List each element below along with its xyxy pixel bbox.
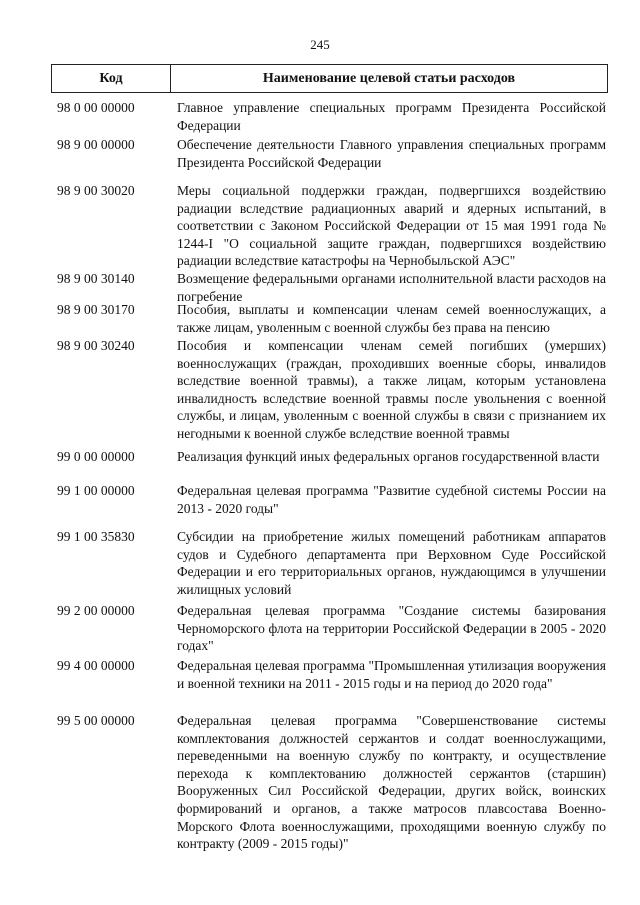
row-name: Федеральная целевая программа "Создание системы базирования Черноморского флота на территории Российской Федерации в 2005 - 2020 годах" bbox=[177, 603, 606, 654]
row-name: Субсидии на приобретение жилых помещений работникам аппаратов судов и Судебного департамента при Верховном Суде Российской Федерации и его территориальных органов, нуждающимся в улучшении жилищных условий bbox=[177, 529, 606, 597]
header-name: Наименование целевой статьи расходов bbox=[262, 71, 516, 86]
row-code: 98 9 00 30140 bbox=[57, 271, 135, 286]
table-row bbox=[57, 602, 608, 655]
row-name: Меры социальной поддержки граждан, подвергшихся воздействию радиации вследствие радиационных аварий и ядерных испытаний, в соответствии с Законом Российской Федерации от 15 мая 1991 года № 1244-I "О социальной защите граждан, подвергшихся воздействию радиации вследствие катастрофы на Чернобыльской АЭС" bbox=[177, 183, 606, 269]
row-name: Пособия и компенсации членам семей погибших (умерших) военнослужащих (граждан, проходивших военные сборы, инвалидов вследствие военной травмы), а также лицам, которым установлена инвалидность вследствие военной травмы после увольнения с военной службы, и лицам, уволенным с военной службы в связи с признанием их негодными к военной службе вследствие военной травмы bbox=[177, 338, 606, 441]
table-row bbox=[57, 99, 608, 134]
row-code: 98 9 00 00000 bbox=[57, 137, 135, 152]
row-code: 99 4 00 00000 bbox=[57, 658, 135, 673]
table-row bbox=[57, 448, 608, 466]
row-code: 99 2 00 00000 bbox=[57, 603, 135, 618]
row-code: 98 9 00 30020 bbox=[57, 183, 135, 198]
row-code: 98 9 00 30170 bbox=[57, 302, 135, 317]
table-header bbox=[51, 64, 608, 93]
row-name: Главное управление специальных программ Президента Российской Федерации bbox=[177, 100, 606, 133]
row-name: Пособия, выплаты и компенсации членам семей военнослужащих, а также лицам, уволенным с военной службы без права на пенсию bbox=[177, 302, 606, 335]
row-name: Федеральная целевая программа "Совершенствование системы комплектования должностей сержантов и солдат военнослужащими, переведенными на военную службу по контракту, и осуществление перехода к комплектованию должностей сержантов (старшин) Вооруженных Сил Российской Федерации, других войск, воинских формирований и органов, а также матросов плавсостава Военно-Морского Флота военнослужащими, проходящими военную службу по контракту (2009 - 2015 годы)" bbox=[177, 713, 606, 852]
table-row bbox=[57, 482, 608, 517]
table-row bbox=[57, 301, 608, 336]
row-code: 99 0 00 00000 bbox=[57, 449, 135, 464]
page-number: 245 bbox=[310, 37, 330, 52]
row-name: Федеральная целевая программа "Развитие судебной системы России на 2013 - 2020 годы" bbox=[177, 483, 606, 516]
row-name: Возмещение федеральными органами исполнительной власти расходов на погребение bbox=[177, 271, 606, 304]
row-name: Обеспечение деятельности Главного управления специальных программ Президента Российской Федерации bbox=[177, 137, 606, 170]
row-code: 98 9 00 30240 bbox=[57, 338, 135, 353]
row-code: 99 1 00 35830 bbox=[57, 529, 135, 544]
table-row bbox=[57, 712, 608, 853]
header-code: Код bbox=[52, 65, 171, 92]
table-row bbox=[57, 337, 608, 443]
table-row bbox=[57, 182, 608, 270]
row-code: 99 5 00 00000 bbox=[57, 713, 135, 728]
table-row bbox=[57, 270, 608, 305]
table-row bbox=[57, 657, 608, 692]
row-code: 98 0 00 00000 bbox=[57, 100, 135, 115]
table-row bbox=[57, 136, 608, 171]
row-name: Реализация функций иных федеральных органов государственной власти bbox=[177, 449, 600, 464]
row-name: Федеральная целевая программа "Промышленная утилизация вооружения и военной техники на 2011 - 2015 годы и на период до 2020 года" bbox=[177, 658, 606, 691]
row-code: 99 1 00 00000 bbox=[57, 483, 135, 498]
table-row bbox=[57, 528, 608, 598]
